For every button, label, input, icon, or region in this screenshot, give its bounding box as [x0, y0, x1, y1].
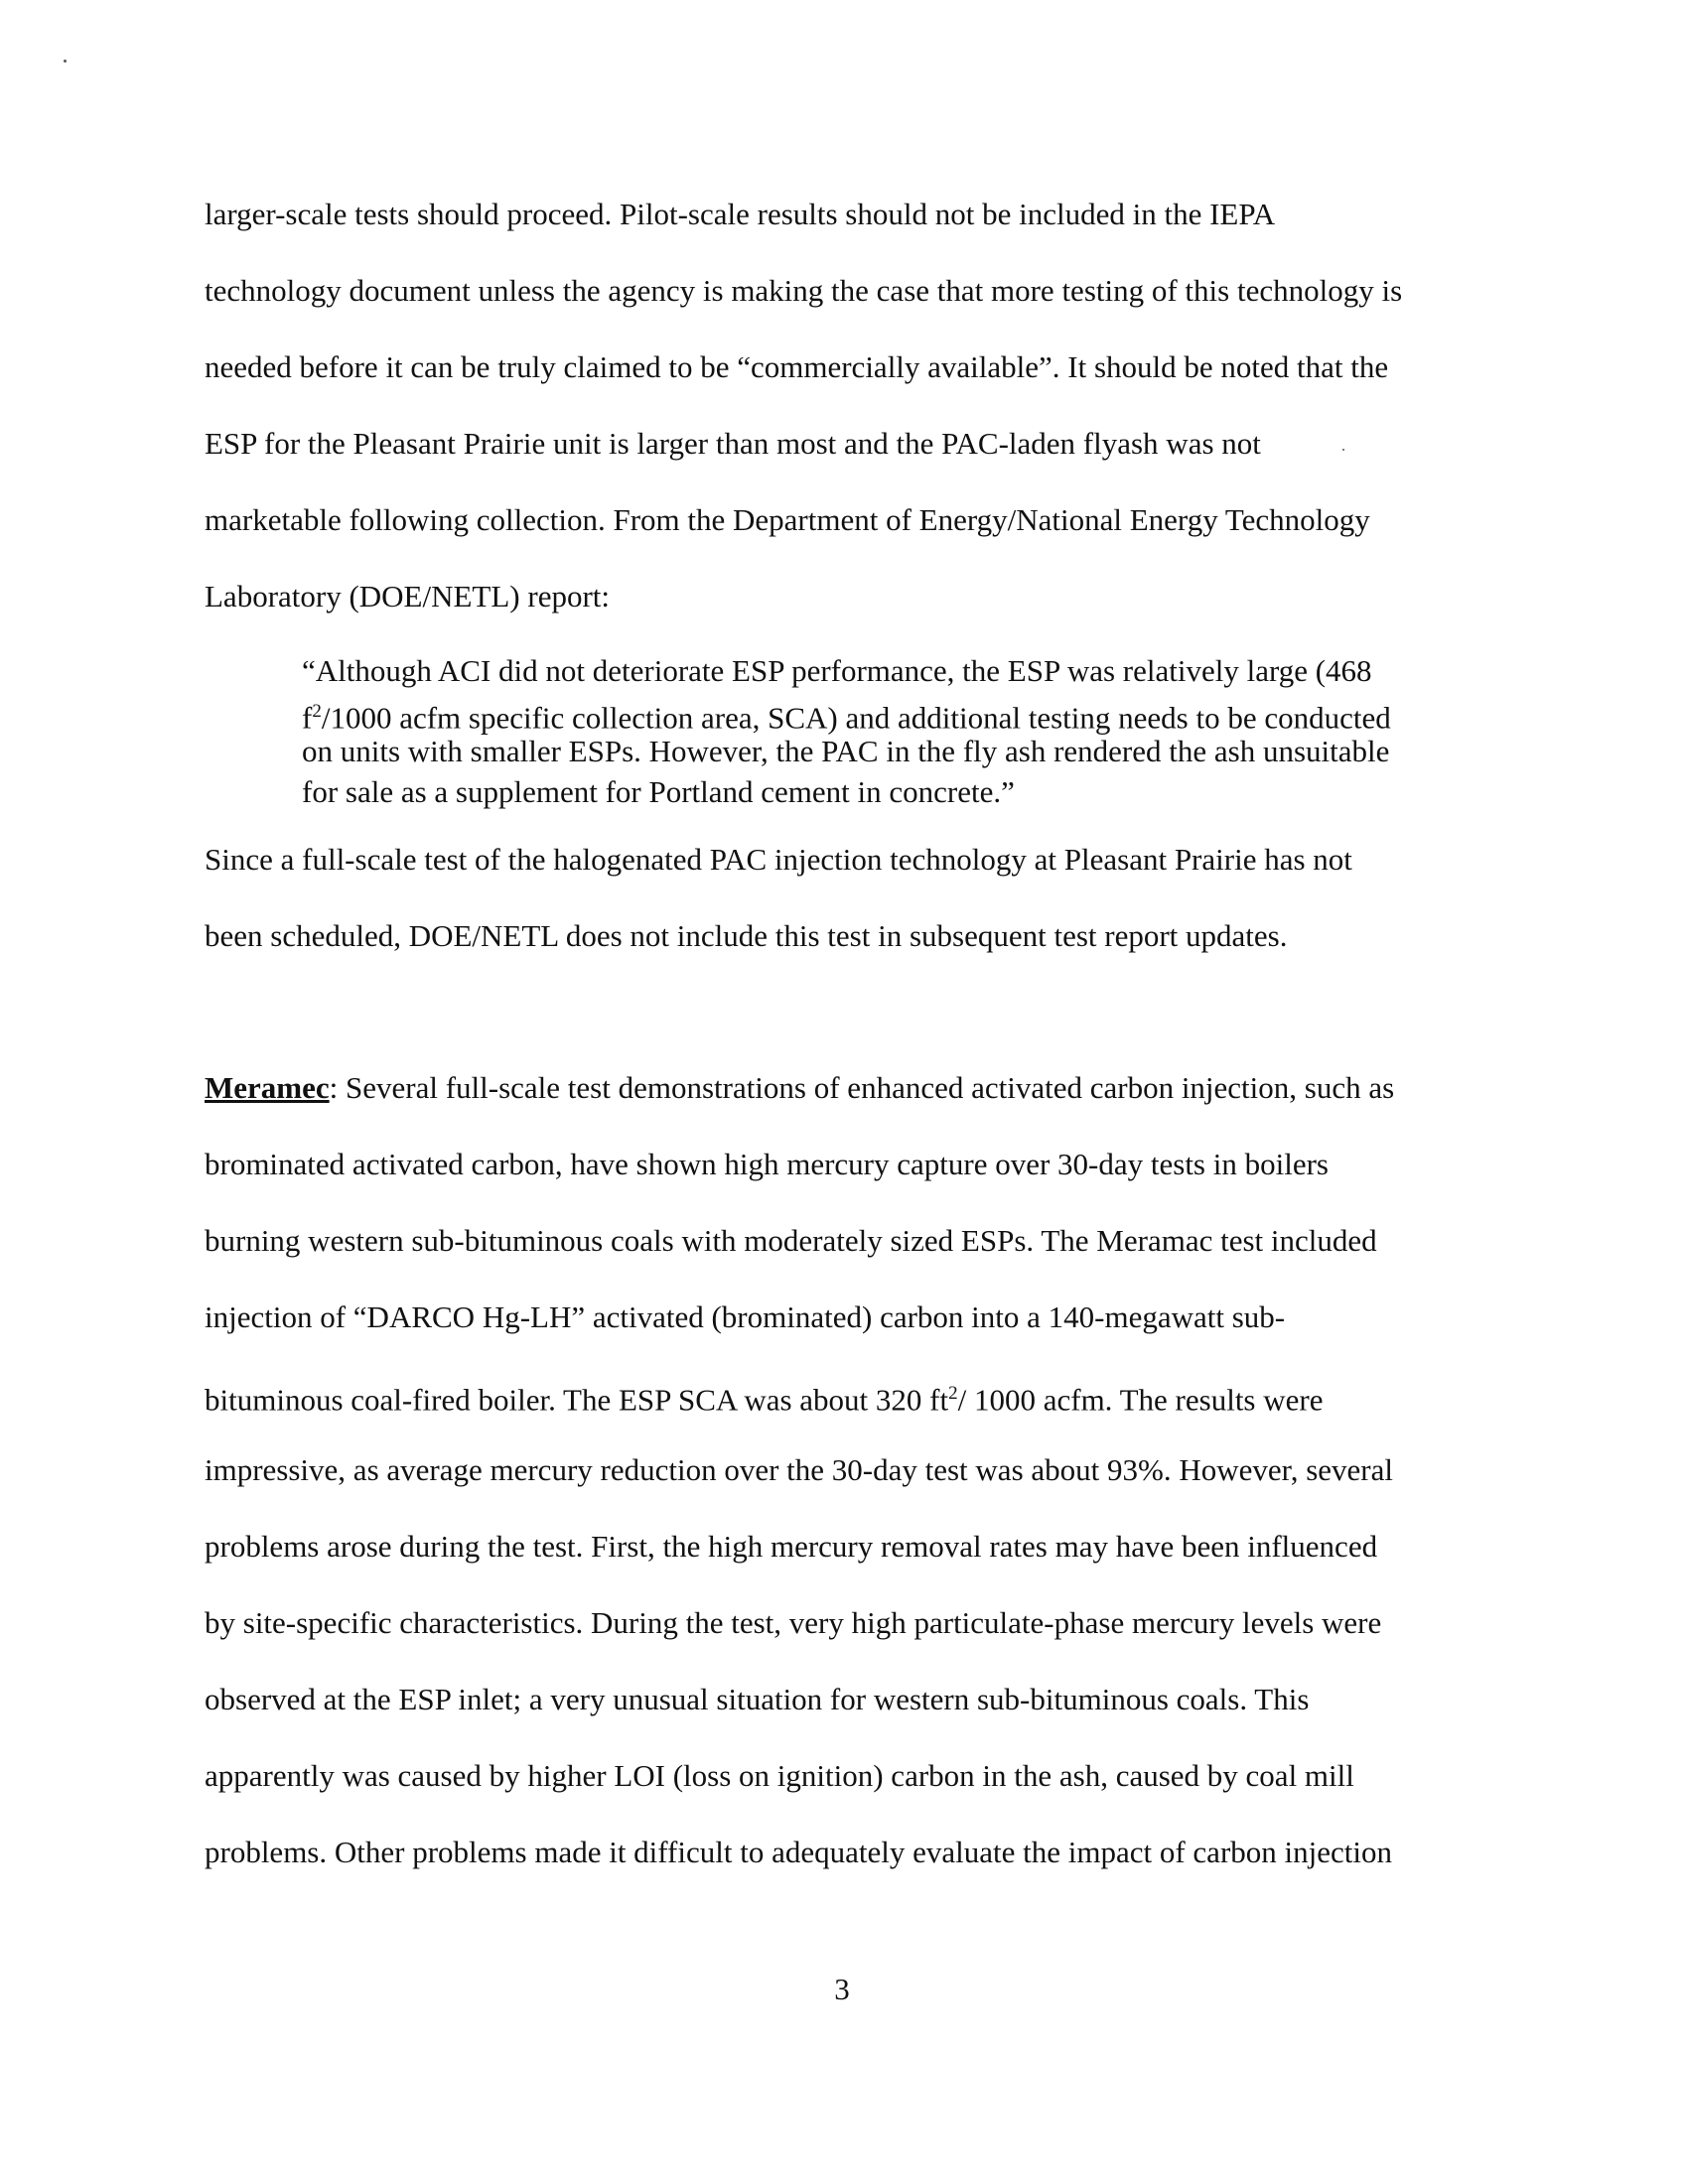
paragraph-3-line-5-a: bituminous coal-fired boiler. The ESP SCA was about 320 ft	[205, 1382, 949, 1418]
paragraph-1-line-2: technology document unless the agency is making the case that more testing of this technology is	[205, 273, 1403, 308]
section-heading-meramec: Meramec	[205, 1070, 330, 1105]
paragraph-3-line-4: injection of “DARCO Hg-LH” activated (brominated) carbon into a 140-megawatt sub-	[205, 1299, 1286, 1334]
quote-line-2	[302, 694, 1391, 736]
paragraph-1-line-5: marketable following collection. From the Department of Energy/National Energy Technology	[205, 502, 1370, 537]
paragraph-3-line-1	[205, 1070, 1394, 1106]
paragraph-3-line-3: burning western sub-bituminous coals with moderately sized ESPs. The Meramac test included	[205, 1223, 1377, 1258]
quote-line-1: “Although ACI did not deteriorate ESP performance, the ESP was relatively large (468	[302, 653, 1372, 688]
paragraph-3-line-5	[205, 1376, 1323, 1418]
paragraph-3-line-11: problems. Other problems made it difficult to adequately evaluate the impact of carbon injection	[205, 1835, 1392, 1869]
scan-speck	[1342, 449, 1344, 451]
paragraph-3-line-10: apparently was caused by higher LOI (loss on ignition) carbon in the ash, caused by coal mill	[205, 1758, 1354, 1793]
page-number: 3	[834, 1972, 850, 2006]
quote-line-3: on units with smaller ESPs. However, the PAC in the fly ash rendered the ash unsuitable	[302, 734, 1390, 768]
paragraph-3-line-5-b: / 1000 acfm. The results were	[957, 1382, 1324, 1418]
area-superscript: 2	[948, 1383, 958, 1404]
paragraph-1-line-4: ESP for the Pleasant Prairie unit is larger than most and the PAC-laden flyash was not	[205, 426, 1261, 461]
paragraph-2-line-1: Since a full-scale test of the halogenated PAC injection technology at Pleasant Prairie has not	[205, 842, 1352, 877]
scan-speck	[64, 60, 67, 63]
paragraph-3-line-7: problems arose during the test. First, the high mercury removal rates may have been influenced	[205, 1529, 1378, 1564]
paragraph-1-line-6: Laboratory (DOE/NETL) report:	[205, 579, 611, 614]
paragraph-1-line-1: larger-scale tests should proceed. Pilot-scale results should not be included in the IEPA	[205, 197, 1276, 231]
quote-line-2-text: /1000 acfm specific collection area, SCA) and additional testing needs to be conducted	[321, 700, 1391, 736]
paragraph-3-line-9: observed at the ESP inlet; a very unusual situation for western sub-bituminous coals. This	[205, 1682, 1310, 1716]
paragraph-3-line-8: by site-specific characteristics. During the test, very high particulate-phase mercury levels were	[205, 1605, 1382, 1640]
quote-unit: f	[302, 700, 313, 736]
paragraph-1-line-3: needed before it can be truly claimed to be “commercially available”. It should be noted that the	[205, 349, 1389, 384]
paragraph-2-line-2: been scheduled, DOE/NETL does not include this test in subsequent test report updates.	[205, 918, 1288, 953]
paragraph-3-line-1-text: : Several full-scale test demonstrations of enhanced activated carbon injection, such as	[329, 1070, 1395, 1105]
paragraph-3-line-6: impressive, as average mercury reduction over the 30-day test was about 93%. However, several	[205, 1452, 1393, 1487]
paragraph-3-line-2: brominated activated carbon, have shown high mercury capture over 30-day tests in boilers	[205, 1147, 1329, 1181]
quote-line-4: for sale as a supplement for Portland cement in concrete.”	[302, 774, 1015, 809]
quote-superscript: 2	[312, 701, 322, 722]
